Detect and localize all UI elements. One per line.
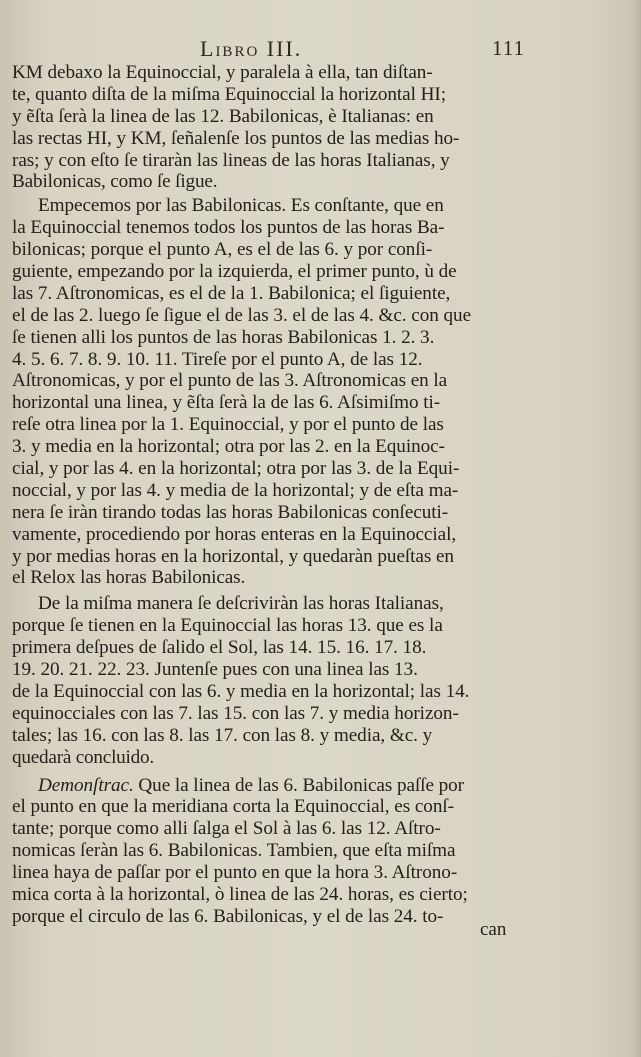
text-line: reſe otra linea por la 1. Equinoccial, y por el punto de las	[12, 414, 444, 436]
text-line: horizontal una linea, y ẽſta ſerà la de las 6. Aſsimiſmo ti-	[12, 392, 441, 414]
page-edge	[633, 0, 641, 1057]
text-line: porque el circulo de las 6. Babilonicas, y el de las 24. to-	[12, 905, 444, 927]
text-line: ſe tienen alli los puntos de las horas Babilonicas 1. 2. 3.	[12, 326, 435, 348]
page-number: 111	[492, 36, 525, 60]
text-line: quedarà concluido.	[12, 746, 154, 768]
text-line: Babilonicas, como ſe ſigue.	[12, 171, 218, 193]
text-line: las rectas HI, y KM, ſeñalenſe los puntos de las medias ho-	[12, 127, 460, 149]
text-line: Demonſtrac. Que la linea de las 6. Babilonicas paſſe por	[38, 774, 464, 796]
text-line: el punto en que la meridiana corta la Equinoccial, es conſ-	[12, 796, 454, 818]
text-line: Aſtronomicas, y por el punto de las 3. Aſtronomicas en la	[12, 370, 448, 392]
text-line: el de las 2. luego ſe ſigue el de las 3. el de las 4. &c. con que	[12, 304, 472, 326]
text-line: las 7. Aſtronomicas, es el de la 1. Babilonica; el ſiguiente,	[12, 282, 451, 304]
text-line: vamente, procediendo por horas enteras en la Equinoccial,	[12, 523, 457, 545]
body-text	[12, 62, 532, 928]
text-line: la Equinoccial tenemos todos los puntos de las horas Ba-	[12, 217, 445, 239]
text-line: cial, y por las 4. en la horizontal; otra por las 3. de la Equi-	[12, 458, 460, 480]
text-line: te, quanto diſta de la miſma Equinoccial la horizontal HI;	[12, 83, 446, 105]
text-line: equinocciales con las 7. las 15. con las 7. y media horizon-	[12, 702, 459, 724]
text-line: tante; porque como alli ſalga el Sol à las 6. las 12. Aſtro-	[12, 818, 441, 840]
text-line: porque ſe tienen en la Equinoccial las horas 13. que es la	[12, 615, 443, 637]
catchword: can	[480, 919, 507, 940]
text-line: Empecemos por las Babilonicas. Es conſtante, que en	[38, 195, 444, 217]
text-line: nera ſe iràn tirando todas las horas Babilonicas conſecuti-	[12, 501, 449, 523]
text-line: KM debaxo la Equinoccial, y paralela à ella, tan diſtan-	[12, 62, 433, 83]
text-line: el Relox las horas Babilonicas.	[12, 567, 246, 589]
text-line: bilonicas; porque el punto A, es el de las 6. y por conſi-	[12, 239, 433, 261]
text-line: linea haya de paſſar por el punto en que la hora 3. Aſtrono-	[12, 862, 458, 884]
header-title: Libro III.	[200, 36, 303, 61]
text-line: y por medias horas en la horizontal, y quedaràn pueſtas en	[12, 545, 454, 567]
text-line: ras; y con eſto ſe tiraràn las lineas de las horas Italianas, y	[12, 149, 450, 171]
text-line: primera deſpues de ſalido el Sol, las 14. 15. 16. 17. 18.	[12, 637, 427, 659]
text-line: y ẽſta ſerà la linea de las 12. Babilonicas, è Italianas: en	[12, 105, 434, 127]
text-line: nomicas ſeràn las 6. Babilonicas. Tambien, que eſta miſma	[12, 840, 456, 862]
text-line: De la miſma manera ſe deſcriviràn las horas Italianas,	[38, 593, 444, 615]
text-line: 4. 5. 6. 7. 8. 9. 10. 11. Tireſe por el punto A, de las 12.	[12, 348, 423, 370]
text-line: mica corta à la horizontal, ò linea de las 24. horas, es cierto;	[12, 883, 468, 905]
text-line: 3. y media en la horizontal; otra por las 2. en la Equinoc-	[12, 436, 445, 458]
text-line: de la Equinoccial con las 6. y media en la horizontal; las 14.	[12, 680, 470, 702]
text-line: tales; las 16. con las 8. las 17. con las 8. y media, &c. y	[12, 724, 433, 746]
text-line: guiente, empezando por la izquierda, el primer punto, ù de	[12, 261, 457, 283]
text-line: noccial, y por las 4. y media de la horizontal; y de eſta ma-	[12, 479, 459, 501]
text-line: 19. 20. 21. 22. 23. Juntenſe pues con una linea las 13.	[12, 659, 418, 681]
